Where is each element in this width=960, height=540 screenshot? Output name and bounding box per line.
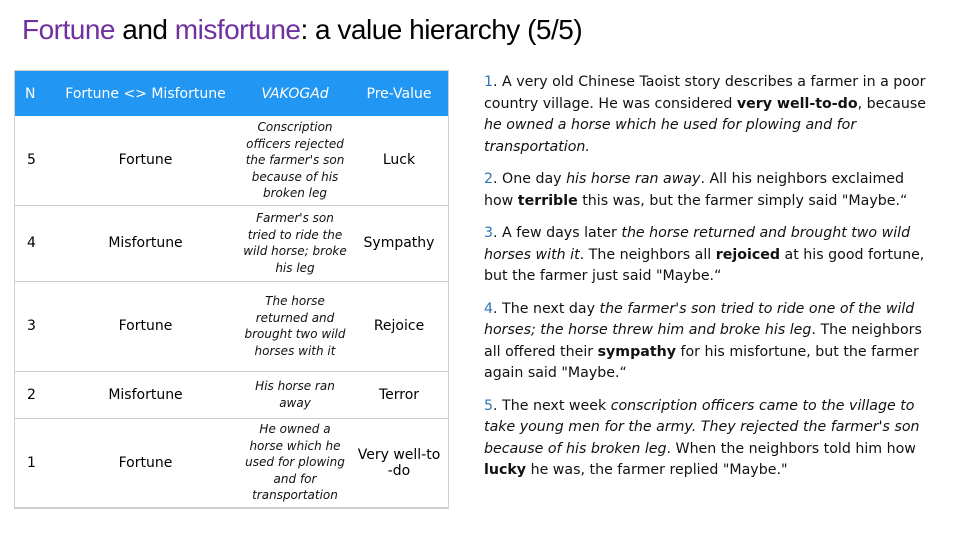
row-number: 3 [15, 281, 51, 371]
story-paragraph [484, 299, 936, 385]
row-number: 4 [15, 205, 51, 281]
story-paragraph [484, 169, 936, 212]
story-text-segment: for his misfortune, but the farmer again said "Maybe.“ [484, 343, 919, 381]
row-fortune: Misfortune [51, 371, 240, 418]
story-text-segment: . A very old Chinese Taoist story describes a farmer in a poor country village. He was considered [484, 74, 926, 112]
key-emotion: terrible [517, 192, 578, 209]
story-text-segment: this was, but the farmer simply said "Maybe.“ [577, 192, 908, 209]
table-row [15, 205, 448, 281]
row-vakogad: He owned a horse which he used for plowing and for transportation [240, 418, 350, 507]
header-fortune-misfortune: Fortune <> Misfortune [51, 71, 240, 116]
row-fortune: Fortune [51, 116, 240, 205]
paragraph-number: 2 [484, 171, 494, 187]
story-text-segment: . The next week [493, 397, 611, 414]
story-text-segment: . The neighbors all offered their [484, 322, 922, 360]
story-text-segment: he was, the farmer replied "Maybe." [526, 462, 788, 478]
key-emotion: rejoiced [715, 246, 781, 263]
header-vakogad: VAKOGAd [240, 71, 350, 116]
slide-title [22, 14, 582, 46]
header-pre-value: Pre-Value [350, 71, 448, 116]
title-misfortune: misfortune [174, 14, 301, 45]
table-row [15, 371, 448, 418]
story-text-segment: . The neighbors all [579, 246, 716, 263]
header-n: N [15, 71, 51, 116]
key-emotion: very well-to-do [736, 95, 858, 112]
table-row [15, 281, 448, 371]
title-fortune: Fortune [22, 14, 115, 45]
row-fortune: Fortune [51, 281, 240, 371]
table-row [15, 116, 448, 205]
row-vakogad: The horse returned and brought two wild horses with it [240, 281, 350, 371]
value-hierarchy-table [15, 71, 448, 508]
story-paragraph [484, 72, 936, 158]
table-header-row [15, 71, 448, 116]
story-text [484, 72, 936, 493]
row-number: 5 [15, 116, 51, 205]
row-number: 1 [15, 418, 51, 507]
story-text-segment: . All his neighbors exclaimed how [484, 171, 905, 209]
row-pre-value: Terror [350, 371, 448, 418]
event-text: conscription officers came to the village to take young men for the army. They rejected the farmer's son because of his broken leg [484, 397, 920, 457]
paragraph-number: 5 [484, 397, 494, 414]
story-paragraph [484, 223, 936, 288]
row-vakogad: Farmer's son tried to ride the wild horse; broke his leg [240, 205, 350, 281]
story-text-segment: at his good fortune, but the farmer just said "Maybe.“ [484, 246, 925, 284]
row-pre-value: Luck [350, 116, 448, 205]
paragraph-number: 3 [484, 225, 494, 241]
event-text: the horse returned and brought two wild horses with it [484, 225, 911, 263]
paragraph-number: 4 [484, 300, 494, 317]
table-row [15, 418, 448, 507]
title-rest: : a value hierarchy (5/5) [300, 14, 583, 45]
story-text-segment: . A few days later [493, 225, 622, 241]
event-text: he owned a horse which he used for plowing and for transportation. [484, 117, 857, 155]
row-pre-value: Sympathy [350, 205, 448, 281]
story-paragraph [484, 396, 936, 482]
row-number: 2 [15, 371, 51, 418]
story-text-segment: , because [857, 95, 926, 112]
event-text: the farmer's son tried to ride one of the wild horses; the horse threw him and broke his leg [484, 300, 915, 338]
key-emotion: sympathy [597, 343, 676, 360]
row-fortune: Misfortune [51, 205, 240, 281]
story-text-segment: . The next day [493, 300, 600, 317]
row-pre-value: Rejoice [350, 281, 448, 371]
row-vakogad: Conscription officers rejected the farmer's son because of his broken leg [240, 116, 350, 205]
row-fortune: Fortune [51, 418, 240, 507]
title-and: and [115, 14, 175, 45]
key-emotion: lucky [484, 462, 527, 478]
story-text-segment: . One day [493, 171, 567, 187]
row-pre-value: Very well-to -do [350, 418, 448, 507]
story-text-segment: . When the neighbors told him how [666, 440, 916, 457]
row-vakogad: His horse ran away [240, 371, 350, 418]
paragraph-number: 1 [484, 74, 494, 90]
event-text: his horse ran away [566, 171, 701, 187]
